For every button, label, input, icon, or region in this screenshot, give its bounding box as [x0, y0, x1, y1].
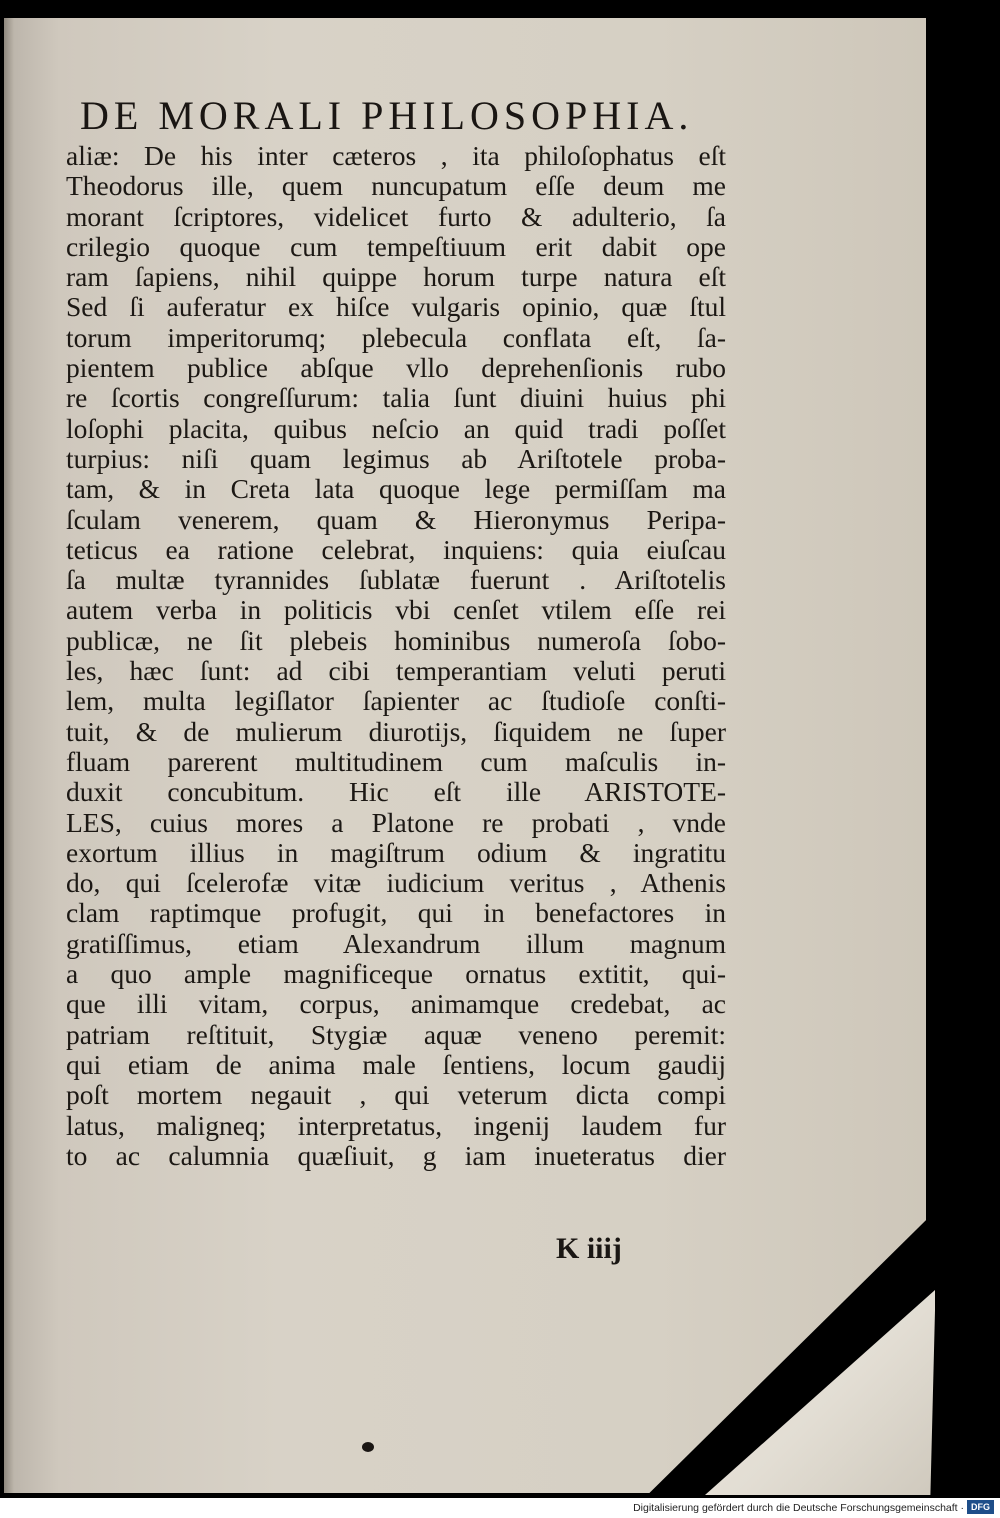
page-gutter-shadow	[4, 18, 14, 1493]
text-line: to ac calumnia quæſiuit, g iam inueteratus dier	[66, 1139, 726, 1171]
text-line: morant ſcriptores, videlicet furto & adulterio, ſa	[66, 200, 726, 232]
text-line: tam, & in Creta lata quoque lege permiſſam ma	[66, 473, 726, 505]
footer-credit: Digitalisierung gefördert durch die Deutsche Forschungsgemeinschaft ·	[633, 1502, 964, 1514]
text-line: turpius: niſi quam legimus ab Ariſtotele proba-	[66, 442, 726, 474]
text-line: duxit concubitum. Hic eſt ille ARISTOTE-	[66, 776, 726, 808]
text-line: tuit, & de mulierum diurotijs, ſiquidem ne ſuper	[66, 715, 726, 747]
text-line: poſt mortem negauit , qui veterum dicta compi	[66, 1079, 726, 1111]
text-line: a quo ample magnificeque ornatus extitit, qui-	[66, 958, 726, 990]
text-line: publicæ, ne ſit plebeis hominibus numeroſa ſobo-	[66, 624, 726, 656]
text-line: autem verba in politicis vbi cenſet vtilem eſſe rei	[66, 594, 726, 626]
text-line: crilegio quoque cum tempeſtiuum erit dabit ope	[66, 230, 726, 262]
signature-mark: K iiij	[556, 1232, 622, 1265]
body-text	[66, 141, 726, 1171]
text-line: exortum illius in magiſtrum odium & ingratitu	[66, 836, 726, 868]
text-line: torum imperitorumq; plebecula conflata eſt, ſa-	[66, 321, 726, 353]
text-line: re ſcortis congreſſurum: talia ſunt diuini huius phi	[66, 382, 726, 414]
text-line: teticus ea ratione celebrat, inquiens: quia eiuſcau	[66, 533, 726, 565]
text-line: pientem publice abſque vllo deprehenſionis rubo	[66, 352, 726, 384]
text-line: patriam reſtituit, Stygiæ aquæ veneno peremit:	[66, 1018, 726, 1050]
text-line: LES, cuius mores a Platone re probati , vnde	[66, 806, 726, 838]
text-line: lem, multa legiſlator ſapienter ac ſtudioſe conſti-	[66, 685, 726, 717]
text-line: qui etiam de anima male ſentiens, locum gaudij	[66, 1048, 726, 1080]
text-line: ram ſapiens, nihil quippe horum turpe natura eſt	[66, 261, 726, 293]
dfg-logo: DFG	[967, 1500, 994, 1514]
text-line: do, qui ſcelerofæ vitæ iudicium veritus , Athenis	[66, 867, 726, 899]
text-line: ſculam venerem, quam & Hieronymus Peripa-	[66, 503, 726, 535]
text-line: les, hæc ſunt: ad cibi temperantiam veluti peruti	[66, 655, 726, 687]
text-line: Theodorus ille, quem nuncupatum eſſe deum me	[66, 170, 726, 202]
ink-smudge	[362, 1442, 374, 1452]
text-line: gratiſſimus, etiam Alexandrum illum magnum	[66, 927, 726, 959]
text-line: Sed ſi auferatur ex hiſce vulgaris opinio, quæ ſtul	[66, 291, 726, 323]
text-line: latus, maligneq; interpretatus, ingenij laudem fur	[66, 1109, 726, 1141]
text-line: que illi vitam, corpus, animamque credebat, ac	[66, 988, 726, 1020]
text-line: aliæ: De his inter cæteros , ita philoſophatus eſt	[66, 140, 726, 171]
running-head: DE MORALI PHILOSOPHIA.	[80, 93, 694, 138]
text-line: ſa multæ tyrannides ſublatæ fuerunt . Ariſtotelis	[66, 564, 726, 596]
text-line: loſophi placita, quibus neſcio an quid tradi poſſet	[66, 412, 726, 444]
text-line: fluam parerent multitudinem cum maſculis in-	[66, 745, 726, 777]
text-line: clam raptimque profugit, qui in benefactores in	[66, 897, 726, 929]
